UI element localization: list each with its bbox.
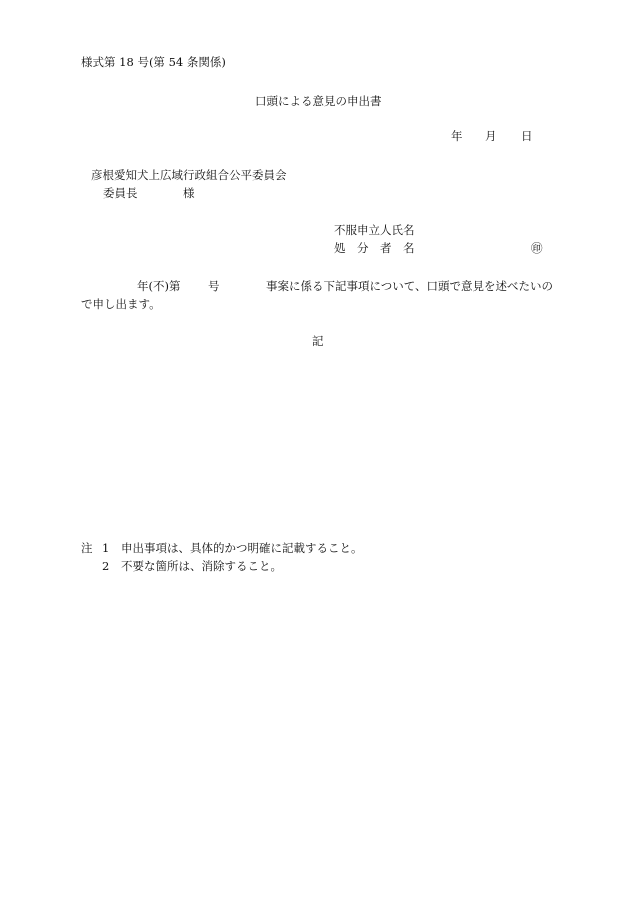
seal-mark: ㊞: [531, 241, 543, 255]
recipient-position: 委員長: [103, 186, 138, 200]
date-month-label: 月: [485, 129, 497, 143]
form-number: 様式第 18 号(第 54 条関係): [81, 55, 226, 69]
document-title: 口頭による意見の申出書: [255, 94, 382, 108]
date-day-label: 日: [521, 129, 533, 143]
appellant-name-label: 不服申立人氏名: [334, 223, 415, 237]
note-number: 1: [102, 541, 110, 555]
note-text: 不要な箇所は、消除すること。: [121, 559, 282, 573]
body-year-case-prefix: 年(不)第: [137, 279, 181, 293]
notes-label: 注: [81, 541, 93, 555]
body-number-suffix: 号: [208, 279, 220, 293]
recipient-honorific: 様: [183, 186, 195, 200]
body-line1-text: 事案に係る下記事項について、口頭で意見を述べたいの: [266, 279, 554, 293]
disposer-name-label: 処 分 者 名: [334, 241, 415, 255]
date-year-label: 年: [451, 129, 463, 143]
note-number: 2: [102, 559, 110, 573]
note-text: 申出事項は、具体的かつ明確に記載すること。: [121, 541, 363, 555]
body-line2-text: で申し出ます。: [81, 297, 161, 311]
ki-heading: 記: [312, 334, 324, 348]
recipient-organization: 彦根愛知犬上広域行政組合公平委員会: [91, 168, 287, 182]
